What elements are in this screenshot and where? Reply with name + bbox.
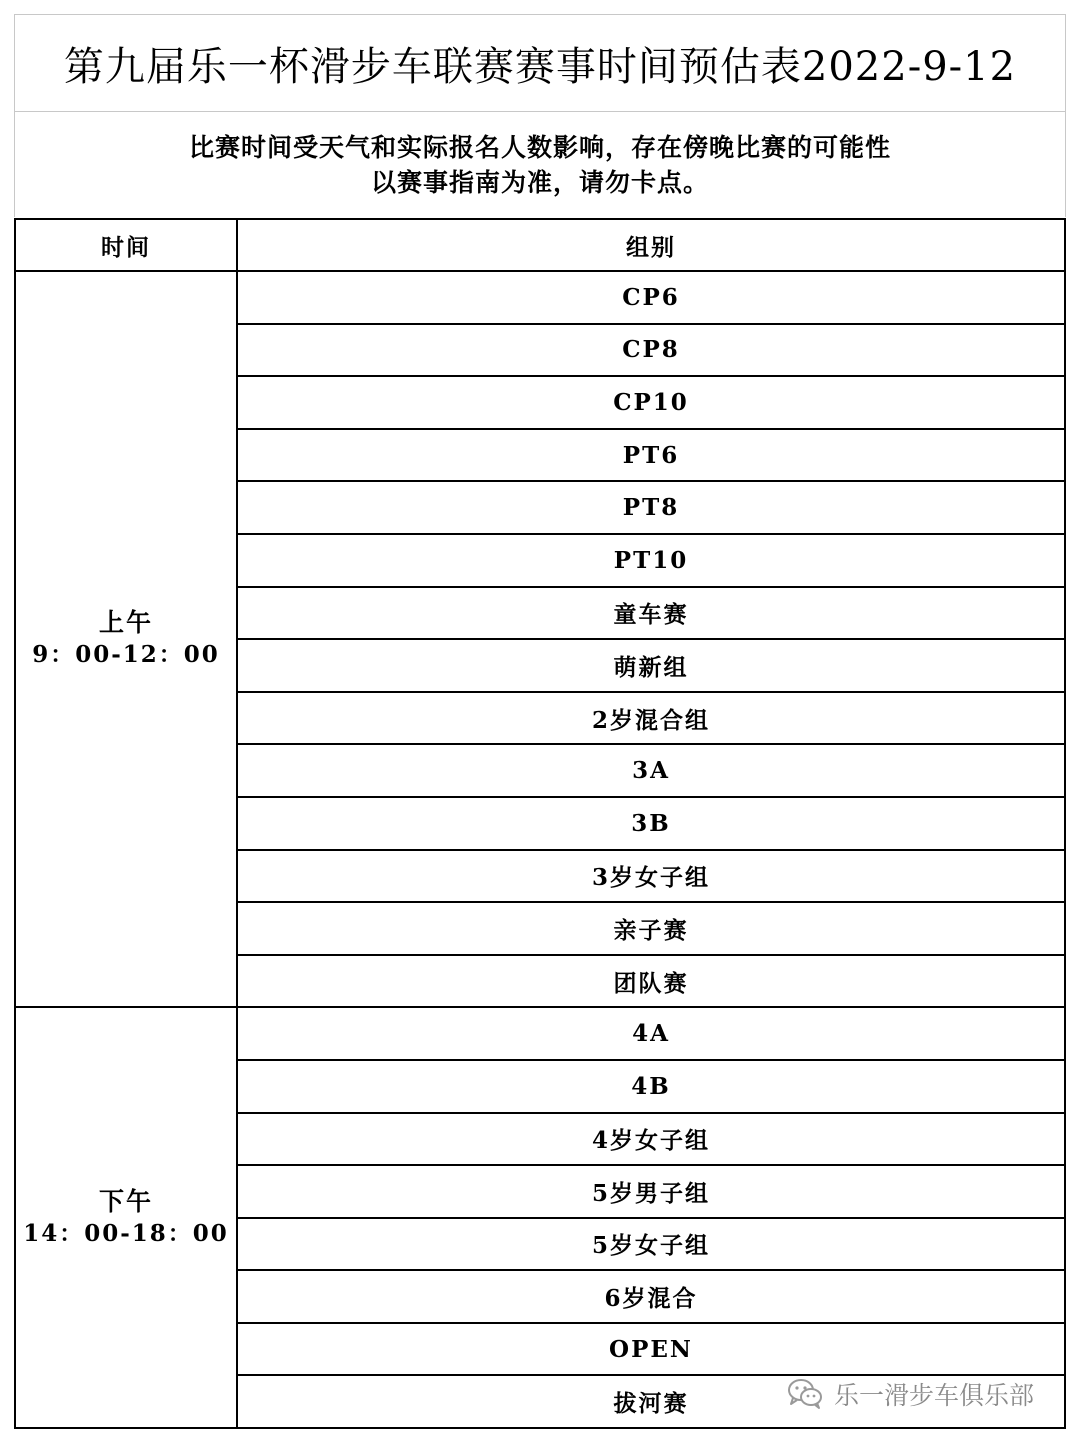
group-cell: 团队赛 [237,955,1065,1008]
group-cell: 4岁女子组 [237,1113,1065,1166]
table-row [15,271,1065,324]
group-cell: 童车赛 [237,587,1065,640]
notice-line-1: 比赛时间受天气和实际报名人数影响，存在傍晚比赛的可能性 [188,132,891,162]
group-cell: CP8 [237,324,1065,377]
group-cell: OPEN [237,1323,1065,1376]
group-cell: 3B [237,797,1065,850]
group-cell: 3A [237,744,1065,797]
group-cell: CP10 [237,376,1065,429]
group-cell: 4B [237,1060,1065,1113]
group-cell: 拔河赛 [237,1375,1065,1428]
notice [14,112,1066,217]
header-row [15,219,1065,271]
notice-line-2: 以赛事指南为准，请勿卡点。 [370,167,709,197]
period-afternoon [15,1007,237,1428]
group-cell: 萌新组 [237,639,1065,692]
header-group: 组别 [237,219,1065,271]
period-label: 下午 [98,1186,153,1216]
period-hours: 14：00-18：00 [23,1219,229,1247]
period-morning [15,271,237,1007]
group-cell: PT8 [237,481,1065,534]
wechat-icon [786,1377,824,1411]
group-cell: 5岁男子组 [237,1165,1065,1218]
group-cell: 6岁混合 [237,1270,1065,1323]
page-title [14,14,1066,112]
watermark [786,1374,1034,1414]
group-cell: PT6 [237,429,1065,482]
group-cell: 2岁混合组 [237,692,1065,745]
period-hours: 9：00-12：00 [32,641,220,669]
group-cell: PT10 [237,534,1065,587]
header-time: 时间 [15,219,237,271]
group-cell: 5岁女子组 [237,1218,1065,1271]
group-cell: 4A [237,1007,1065,1060]
table-row [15,1007,1065,1060]
group-cell: CP6 [237,271,1065,324]
watermark-text: 乐一滑步车俱乐部 [834,1381,1035,1410]
group-cell: 3岁女子组 [237,850,1065,903]
schedule-table [14,218,1066,1429]
group-cell: 亲子赛 [237,902,1065,955]
period-label: 上午 [98,608,153,638]
title-text: 第九届乐一杯滑步车联赛赛事时间预估表2022-9-12 [63,43,1017,90]
